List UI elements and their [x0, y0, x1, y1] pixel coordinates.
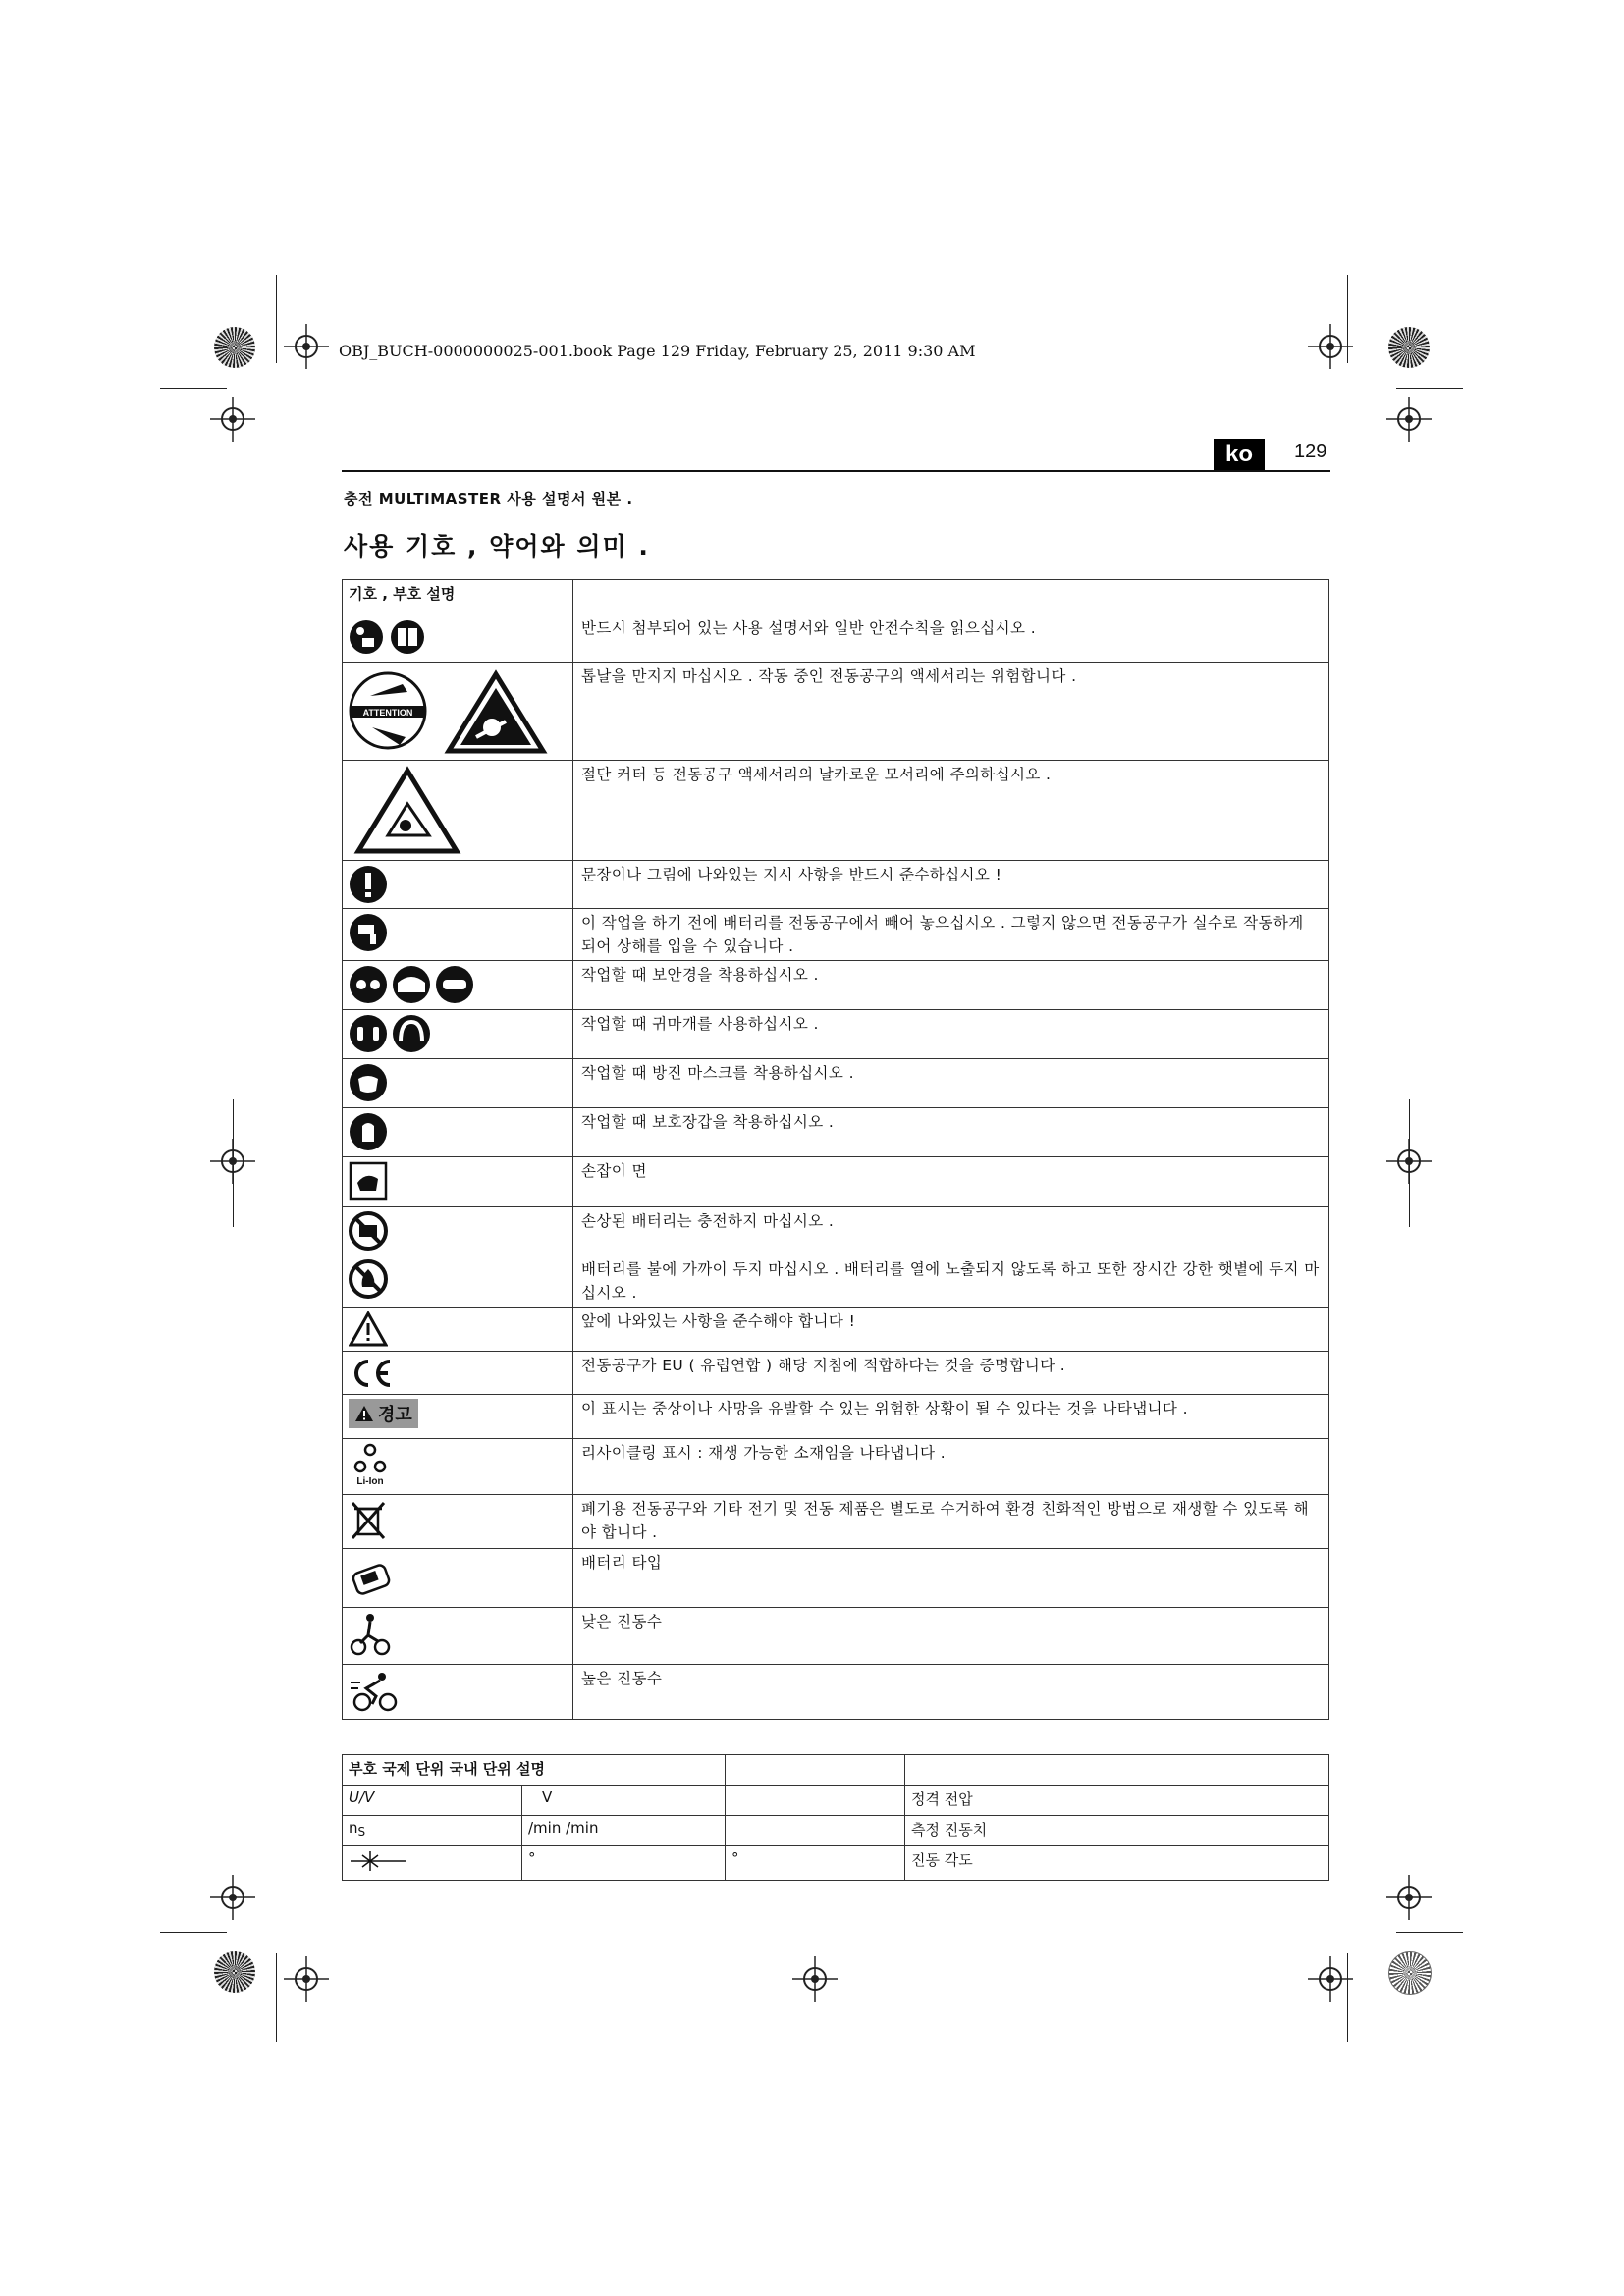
table-row [343, 1665, 1329, 1720]
description-cell: 높은 진동수 [573, 1665, 1329, 1720]
table-row [343, 1439, 1329, 1495]
symbol-cell [343, 761, 573, 861]
symbol-cell [343, 1255, 573, 1308]
eye-protection-icon [349, 965, 476, 1004]
attention-hand-warning-icon [349, 667, 551, 755]
table-row [343, 663, 1329, 761]
table-row [343, 1255, 1329, 1308]
description-cell: 이 표시는 중상이나 사망을 유발할 수 있는 위험한 상황이 될 수 있다는 것을 나타냅니다 . [573, 1395, 1329, 1439]
symbol-cell [343, 1207, 573, 1255]
unit-symbol-text: n [349, 1819, 358, 1837]
table-row [343, 1010, 1329, 1059]
protective-gloves-icon [349, 1112, 388, 1151]
description-cell: 작업할 때 귀마개를 사용하십시오 . [573, 1010, 1329, 1059]
warning-label-icon [349, 1399, 418, 1428]
section-title: 사용 기호 , 약어와 의미 . [344, 532, 650, 561]
table-header-cell [573, 580, 1329, 614]
intl-unit-cell: V [522, 1786, 726, 1816]
description-cell: 이 작업을 하기 전에 배터리를 전동공구에서 빼어 놓으십시오 . 그렇지 않으면 전동공구가 실수로 작동하게 되어 상해를 입을 수 있습니다 . [573, 909, 1329, 961]
no-charge-damaged-battery-icon [349, 1211, 388, 1251]
color-bar-star-icon [1388, 1951, 1432, 1995]
table-row [343, 1352, 1329, 1395]
unit-description-cell: 측정 진동치 [905, 1816, 1329, 1846]
table-header-row [343, 580, 1329, 614]
intl-unit-cell: /min /min [522, 1816, 726, 1846]
table-row [343, 1495, 1329, 1549]
table-row [343, 909, 1329, 961]
document-subtitle: 충전 MULTIMASTER 사용 설명서 원본 . [344, 490, 633, 507]
li-ion-label: Li-Ion [356, 1476, 384, 1487]
description-cell: 리사이클링 표시 : 재생 가능한 소재임을 나타냅니다 . [573, 1439, 1329, 1495]
symbol-table [342, 579, 1329, 1720]
symbol-cell [343, 1352, 573, 1395]
table-row [343, 761, 1329, 861]
table-row [343, 1108, 1329, 1157]
description-cell: 낮은 진동수 [573, 1608, 1329, 1665]
symbol-cell [343, 1439, 573, 1495]
national-unit-cell [726, 1816, 905, 1846]
unit-symbol-cell [343, 1816, 522, 1846]
registration-mark-icon [1386, 397, 1432, 442]
description-cell: 문장이나 그림에 나와있는 지시 사항을 반드시 준수하십시오 ! [573, 861, 1329, 909]
table-header-cell: 부호 국제 단위 국내 단위 설명 [343, 1755, 726, 1786]
color-bar-star-icon [214, 327, 255, 368]
unit-symbol-cell: U/V [343, 1786, 522, 1816]
table-header-cell [905, 1755, 1329, 1786]
low-speed-cyclist-icon [349, 1612, 394, 1657]
description-cell: 전동공구가 EU ( 유럽연합 ) 해당 지침에 적합하다는 것을 증명합니다 . [573, 1352, 1329, 1395]
table-row [343, 1549, 1329, 1608]
ce-mark-icon [349, 1356, 394, 1389]
description-cell: 폐기용 전동공구와 기타 전기 및 전동 제품은 별도로 수거하여 환경 친화적인 방법으로 재생할 수 있도록 해야 합니다 . [573, 1495, 1329, 1549]
registration-mark-icon [284, 324, 329, 369]
warning-triangle-icon [354, 1405, 374, 1422]
symbol-cell [343, 1608, 573, 1665]
table-row [343, 1207, 1329, 1255]
symbol-cell [343, 1010, 573, 1059]
description-cell: 절단 커터 등 전동공구 액세서리의 날카로운 모서리에 주의하십시오 . [573, 761, 1329, 861]
ear-protection-icon [349, 1014, 433, 1053]
battery-type-icon [349, 1553, 398, 1602]
unit-symbol-cell [343, 1846, 522, 1881]
exclamation-mandatory-icon [349, 865, 388, 904]
symbol-cell [343, 1395, 573, 1439]
unit-table [342, 1754, 1329, 1881]
warning-triangle-icon [349, 1311, 388, 1347]
symbol-cell [343, 1495, 573, 1549]
registration-mark-icon [210, 397, 255, 442]
oscillation-angle-icon [349, 1849, 407, 1873]
unit-symbol-subscript: S [357, 1825, 366, 1839]
description-cell: 톱날을 만지지 마십시오 . 작동 중인 전동공구의 액세서리는 위험합니다 . [573, 663, 1329, 761]
table-row [343, 961, 1329, 1010]
symbol-cell [343, 1108, 573, 1157]
symbol-cell [343, 1157, 573, 1207]
table-row [343, 1308, 1329, 1352]
print-slug: OBJ_BUCH-0000000025-001.book Page 129 Friday, February 25, 2011 9:30 AM [339, 342, 976, 360]
symbol-cell [343, 861, 573, 909]
table-row [343, 1395, 1329, 1439]
remove-battery-icon [349, 913, 388, 952]
unit-description-cell: 진동 각도 [905, 1846, 1329, 1881]
header-rule [342, 470, 1330, 472]
table-row [343, 1816, 1329, 1846]
symbol-cell [343, 1549, 573, 1608]
description-cell: 작업할 때 보호장갑을 착용하십시오 . [573, 1108, 1329, 1157]
unit-description-cell: 정격 전압 [905, 1786, 1329, 1816]
symbol-cell [343, 1059, 573, 1108]
color-bar-star-icon [1388, 327, 1430, 368]
color-bar-star-icon [214, 1951, 255, 1993]
page-number: 129 [1294, 441, 1327, 462]
national-unit-cell: ° [726, 1846, 905, 1881]
read-manual-icon [349, 618, 429, 656]
registration-mark-icon [210, 1875, 255, 1920]
registration-mark-icon [1386, 1875, 1432, 1920]
language-badge: ko [1214, 439, 1265, 470]
description-cell: 배터리를 불에 가까이 두지 마십시오 . 배터리를 열에 노출되지 않도록 하고 또한 장시간 강한 햇볕에 두지 마십시오 . [573, 1255, 1329, 1308]
registration-mark-icon [792, 1956, 838, 2002]
symbol-cell [343, 663, 573, 761]
description-cell: 작업할 때 방진 마스크를 착용하십시오 . [573, 1059, 1329, 1108]
table-row [343, 1846, 1329, 1881]
high-speed-cyclist-icon [349, 1669, 400, 1714]
description-cell: 손상된 배터리는 충전하지 마십시오 . [573, 1207, 1329, 1255]
symbol-cell [343, 614, 573, 663]
symbol-cell [343, 1308, 573, 1352]
table-row [343, 614, 1329, 663]
table-header-cell: 기호 , 부호 설명 [343, 580, 573, 614]
table-row [343, 1157, 1329, 1207]
table-header-cell [726, 1755, 905, 1786]
svg-text:ATTENTION: ATTENTION [362, 708, 413, 718]
table-row [343, 861, 1329, 909]
description-cell: 배터리 타입 [573, 1549, 1329, 1608]
national-unit-cell [726, 1786, 905, 1816]
description-cell: 앞에 나와있는 사항을 준수해야 합니다 ! [573, 1308, 1329, 1352]
symbol-cell [343, 1665, 573, 1720]
registration-mark-icon [284, 1956, 329, 2002]
table-row [343, 1786, 1329, 1816]
table-row [343, 1059, 1329, 1108]
recycling-li-ion-icon [349, 1443, 392, 1487]
intl-unit-cell: ° [522, 1846, 726, 1881]
no-fire-battery-icon [349, 1259, 388, 1299]
warning-label-text: 경고 [378, 1405, 412, 1425]
description-cell: 작업할 때 보안경을 착용하십시오 . [573, 961, 1329, 1010]
crossed-bin-icon [349, 1499, 388, 1542]
table-row [343, 1608, 1329, 1665]
symbol-cell [343, 909, 573, 961]
sharp-edge-warning-icon [349, 765, 551, 855]
handle-surface-icon [349, 1161, 388, 1201]
description-cell: 손잡이 면 [573, 1157, 1329, 1207]
recycle-arrows-icon [352, 1443, 388, 1476]
symbol-cell [343, 961, 573, 1010]
description-cell: 반드시 첨부되어 있는 사용 설명서와 일반 안전수칙을 읽으십시오 . [573, 614, 1329, 663]
dust-mask-icon [349, 1063, 388, 1102]
table-header-row [343, 1755, 1329, 1786]
